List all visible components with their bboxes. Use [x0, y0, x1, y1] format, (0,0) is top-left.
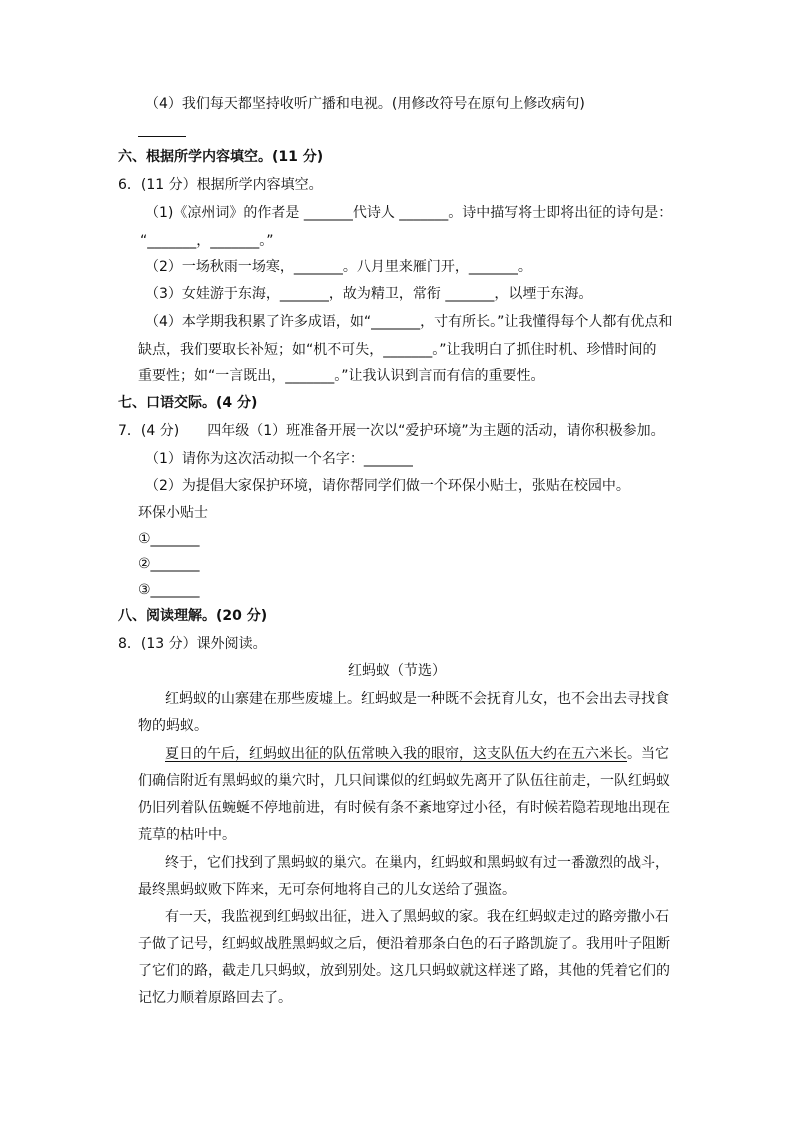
question-7-head: 7．(4 分) 四年级（1）班准备开展一次以“爱护环境”为主题的活动，请你积极参加。 [118, 423, 665, 439]
question-8-head: 8．(13 分）课外阅读。 [118, 636, 267, 652]
q7-line-2: （2）为提倡大家保护环境，请你帮同学们做一个环保小贴士，张贴在校园中。 [145, 478, 630, 494]
passage-p4-line-1: 有一天，我监视到红蚂蚁出征，进入了黑蚂蚁的家。我在红蚂蚁走过的路旁撒小石 [165, 909, 669, 925]
passage-p4-line-3: 了它们的路，截走几只蚂蚁，放到别处。这几只蚂蚁就这样迷了路，其他的凭着它们的 [138, 963, 670, 979]
passage-p2-line-3: 仍旧列着队伍蜿蜒不停地前进，有时候有条不紊地穿过小径，有时候若隐若现地出现在 [138, 800, 670, 816]
q6-line-5: （4）本学期我积累了许多成语，如“_______，寸有所长。”让我懂得每个人都有优点和 [145, 314, 673, 330]
section-7-title: 七、口语交际。(4 分) [118, 395, 258, 411]
q6-line-7: 重要性；如“一言既出，_______。”让我认识到言而有信的重要性。 [138, 368, 545, 384]
q6-line-3: （2）一场秋雨一场寒，_______。八月里来雁门开，_______。 [145, 259, 532, 275]
answer-blank [138, 136, 186, 137]
passage-p2-line-1 [165, 744, 669, 764]
passage-p4-line-4: 记忆力顺着原路回去了。 [138, 990, 292, 1006]
eco-tip-2: ②_______ [138, 556, 200, 572]
passage-p2-line-4: 荒草的枯叶中。 [138, 827, 236, 843]
passage-title: 红蚂蚁（节选） [348, 663, 446, 679]
eco-tip-1: ①_______ [138, 531, 200, 547]
q6-line-6: 缺点，我们要取长补短；如“机不可失，_______。”让我明白了抓住时机、珍惜时间的 [138, 342, 657, 358]
section-6-title: 六、根据所学内容填空。(11 分) [118, 149, 324, 165]
q7-line-1: （1）请你为这次活动拟一个名字：_______ [145, 451, 413, 467]
q6-line-1: （1)《凉州词》的作者是 _______代诗人 _______。诗中描写将士即将出征的诗句是： [145, 205, 673, 221]
eco-tip-3: ③_______ [138, 582, 200, 598]
passage-p2-line-2: 们确信附近有黑蚂蚁的巢穴时，几只间谍似的红蚂蚁先离开了队伍往前走，一队红蚂蚁 [138, 773, 670, 789]
q6-line-2: “_______，_______。” [140, 233, 274, 249]
section-8-title: 八、阅读理解。(20 分) [118, 608, 268, 624]
passage-p3-line-1: 终于，它们找到了黑蚂蚁的巢穴。在巢内，红蚂蚁和黑蚂蚁有过一番激烈的战斗， [165, 855, 669, 871]
passage-p2-line-1-end: 。当它 [627, 746, 669, 762]
passage-p1-line-2: 物的蚂蚁。 [138, 718, 208, 734]
q5-item4: （4）我们每天都坚持收听广播和电视。(用修改符号在原句上修改病句) [145, 96, 585, 112]
passage-p4-line-2: 子做了记号，红蚂蚁战胜黑蚂蚁之后，便沿着那条白色的石子路凯旋了。我用叶子阻断 [138, 936, 670, 952]
q6-line-4: （3）女娃游于东海，_______，故为精卫，常衔 _______，以堙于东海。 [145, 286, 593, 302]
underlined-sentence: 夏日的午后，红蚂蚁出征的队伍常映入我的眼帘，这支队伍大约在五六米长 [165, 746, 627, 762]
eco-tips-title: 环保小贴士 [138, 505, 208, 521]
question-6-head: 6．(11 分）根据所学内容填空。 [118, 177, 323, 193]
passage-p3-line-2: 最终黑蚂蚁败下阵来，无可奈何地将自己的儿女送给了强盗。 [138, 882, 516, 898]
passage-p1-line-1: 红蚂蚁的山寨建在那些废墟上。红蚂蚁是一种既不会抚育儿女，也不会出去寻找食 [165, 691, 669, 707]
